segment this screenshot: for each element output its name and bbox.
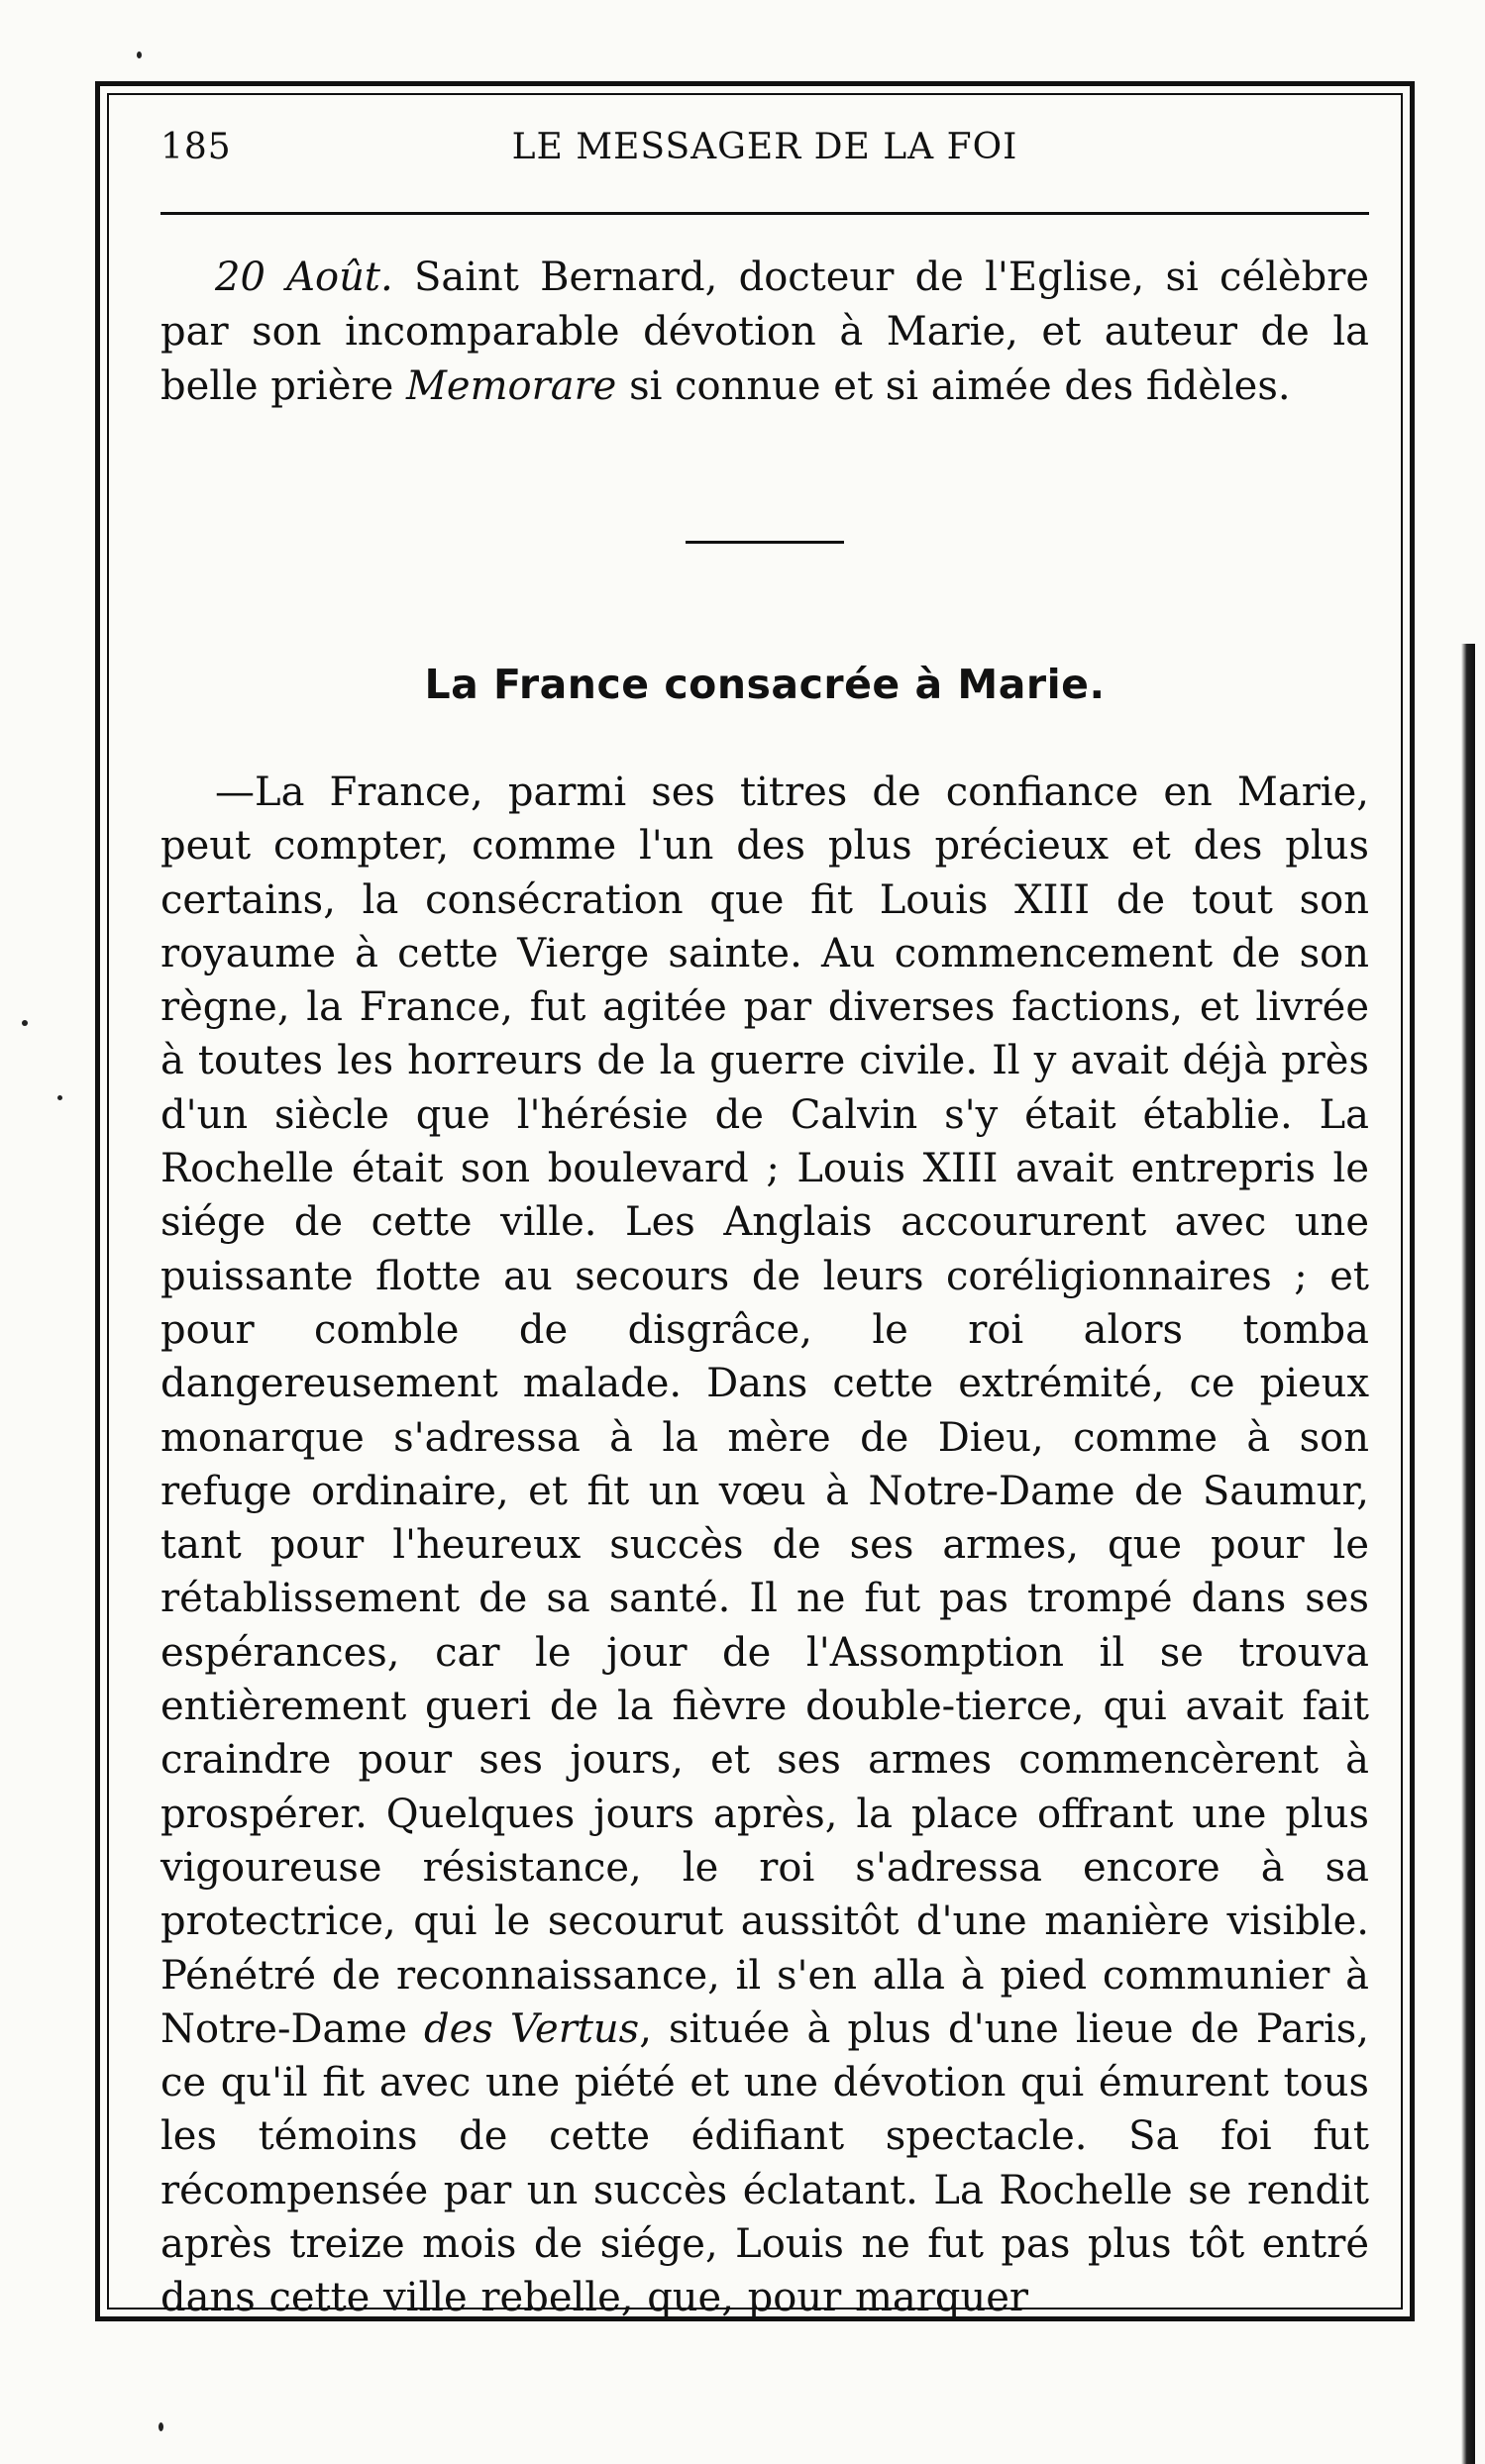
running-head — [160, 127, 1369, 196]
page-number: 185 — [160, 127, 232, 167]
feast-text-1: Saint Bernard, docteur de l'Eglise, si célèbre par son incomparable dévotion à Marie, et auteur de la belle prière — [160, 255, 1369, 409]
body-italic-name: des Vertus — [424, 2005, 640, 2052]
print-speck — [137, 51, 142, 58]
feast-text-2: si connue et si aimée des fidèles. — [616, 363, 1291, 409]
print-speck — [22, 1020, 28, 1026]
body-text-2: , située à plus d'une lieue de Paris, ce qu'il fit avec une piété et une dévotion qui émurent tous les témoins de cette édifiant spectacle. Sa foi fut récompensée par un succès éclatant. La Rochelle se rendit après treize mois de siége, Louis ne fut pas plus tôt entré dans cette ville rebelle, que, pour marquer — [160, 2005, 1370, 2321]
body-paragraph — [160, 766, 1369, 2325]
page-content — [160, 127, 1369, 2325]
body-text-1: —La France, parmi ses titres de confiance en Marie, peut compter, comme l'un des plus précieux et des plus certains, la consécration que fit Louis XIII de tout son royaume à cette Vierge sainte. Au commencement de son règne, la France, fut agitée par diverses factions, et livrée à toutes les horreurs de la guerre civile. Il y avait déjà près d'un siècle que l'hérésie de Calvin s'y était établie. La Rochelle était son boulevard ; Louis XIII avait entrepris le siége de cette ville. Les Anglais accoururent avec une puissante flotte au secours de leurs coréligionnaires ; et pour comble de disgrâce, le roi alors tomba dangereusement malade. Dans cette extrémité, ce pieux monarque s'adressa à la mère de Dieu, comme à son refuge ordinaire, et fit un vœu à Notre-Dame de Saumur, tant pour l'heureux succès de ses armes, que pour le rétablissement de sa santé. Il ne fut pas trompé dans ses espérances, car le jour de l'Assomption il se trouva entièrement gueri de la fièvre double-tierce, qui avait fait craindre pour ses jours, et ses armes commencèrent à prospérer. Quelques jours après, la place offrant une plus vigoureuse résistance, le roi s'adressa encore à sa protectrice, qui le secourut aussitôt d'une manière visible. Pénétré de reconnaissance, il s'en alla à pied communier à Notre-Dame — [160, 770, 1369, 2052]
print-speck — [57, 1095, 62, 1100]
print-speck — [159, 2422, 163, 2431]
section-title: La France consacrée à Marie. — [424, 661, 1106, 708]
feast-date: 20 Août. — [215, 255, 393, 300]
feast-entry — [160, 251, 1369, 414]
prayer-title: Memorare — [405, 363, 617, 409]
header-rule — [160, 212, 1369, 215]
section-separator — [686, 541, 844, 544]
running-title: LE MESSAGER DE LA FOI — [511, 127, 1018, 167]
page-edge-shadow — [1461, 644, 1475, 2464]
